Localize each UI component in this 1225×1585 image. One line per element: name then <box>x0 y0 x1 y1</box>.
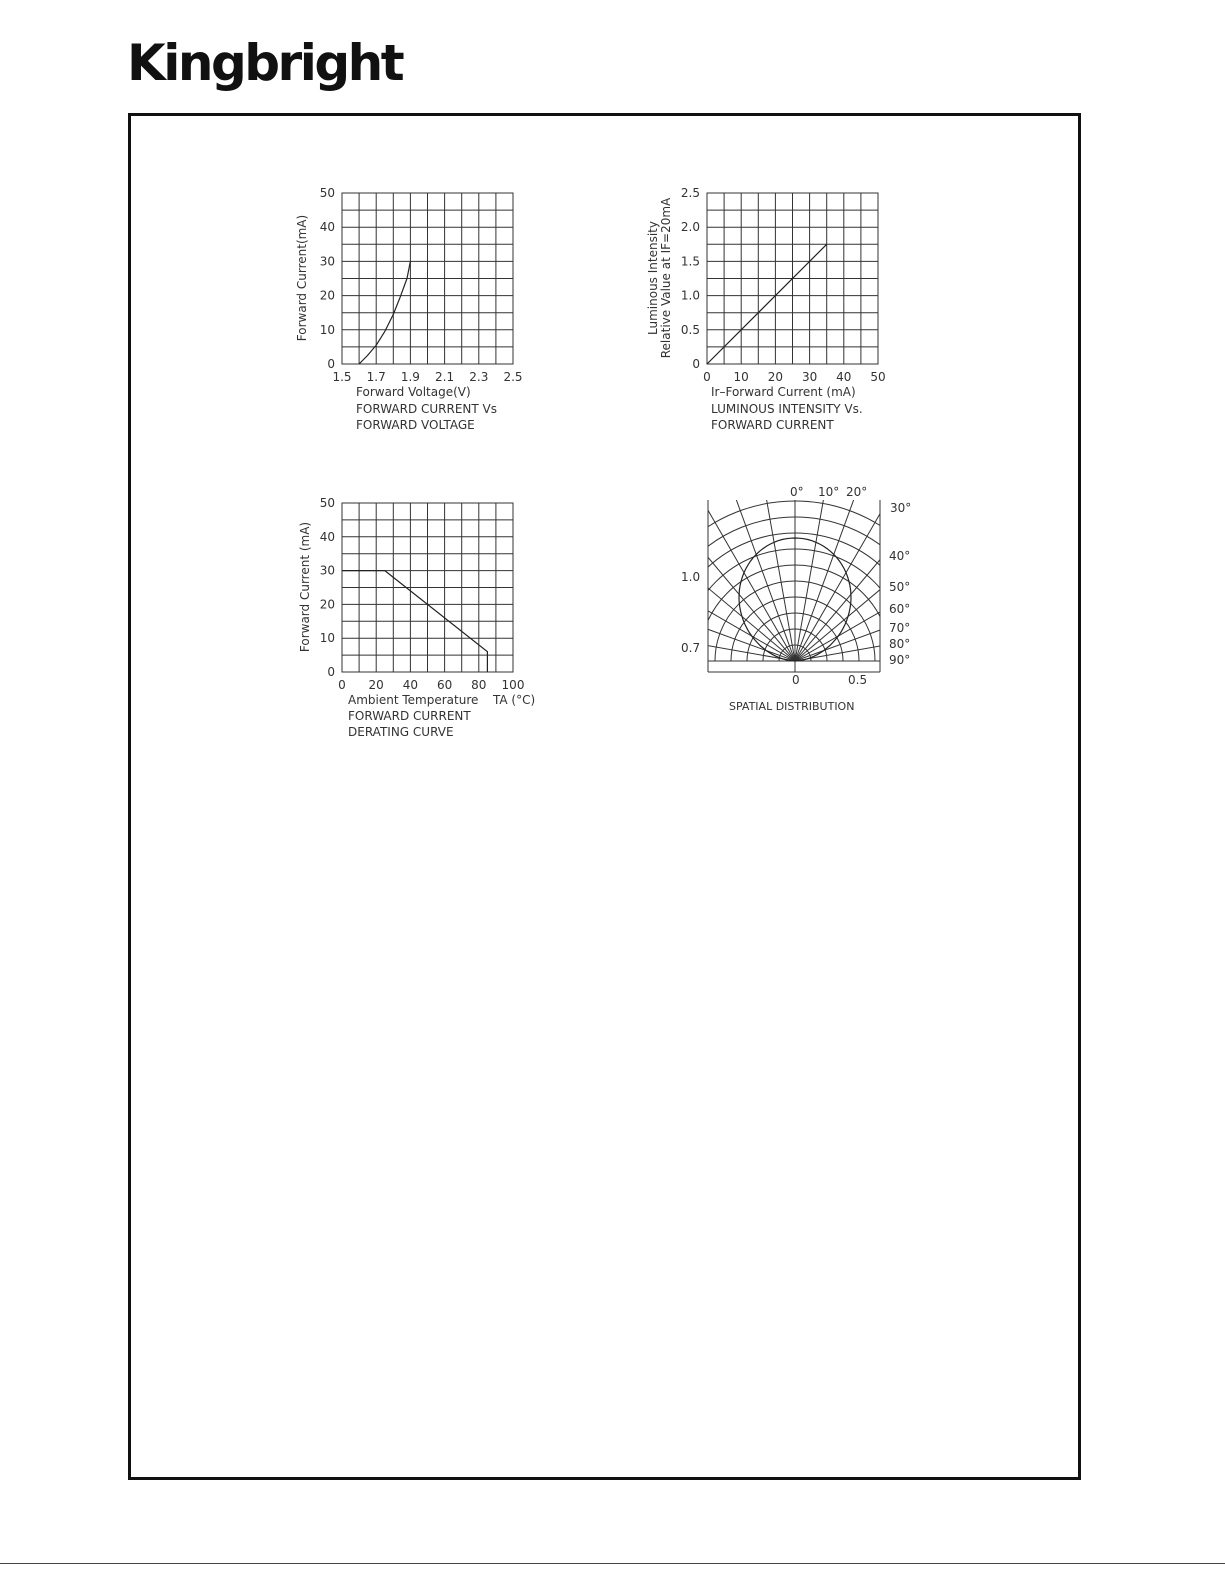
x-tick-label: 2.1 <box>435 370 455 384</box>
x-tick-label: 2.3 <box>469 370 489 384</box>
polar-spoke <box>551 572 795 661</box>
bottom-label-0: 0 <box>792 673 800 687</box>
iv-caption-2: FORWARD VOLTAGE <box>356 418 475 432</box>
angle-label-30: 30° <box>890 501 912 515</box>
der-caption-2: DERATING CURVE <box>348 725 454 739</box>
polar-spoke <box>795 494 994 661</box>
angle-label-10: 10° <box>818 485 840 499</box>
x-tick-label: 10 <box>733 370 749 384</box>
polar-spoke <box>628 462 795 661</box>
y-tick-label: 40 <box>319 529 335 544</box>
x-tick-label: 30 <box>801 370 818 384</box>
x-tick-label: 40 <box>402 678 419 692</box>
x-tick-label: 0 <box>338 678 346 692</box>
y-tick-label: 1.5 <box>680 254 700 269</box>
y-tick-label: 2.0 <box>680 220 700 235</box>
y-tick-label: 0.5 <box>680 322 700 337</box>
x-tick-label: 50 <box>870 370 886 384</box>
x-tick-label: 1.5 <box>332 370 352 384</box>
x-tick-label: 1.9 <box>400 370 420 384</box>
angle-label-20: 20° <box>846 485 868 499</box>
angle-label-50: 50° <box>889 580 911 594</box>
der-caption-1: FORWARD CURRENT <box>348 709 471 723</box>
x-tick-label: 20 <box>767 370 784 384</box>
y-tick-label: 0 <box>692 357 700 371</box>
lum-xlabel: Ir–Forward Current (mA) <box>711 385 856 399</box>
der-ylabel: Forward Current (mA) <box>298 521 312 653</box>
y-tick-label: 10 <box>319 631 335 646</box>
y-tick-label: 20 <box>319 597 335 612</box>
y-tick-label: 30 <box>319 254 335 269</box>
lum-caption-1: LUMINOUS INTENSITY Vs. <box>711 402 863 416</box>
angle-label-90: 90° <box>889 653 911 667</box>
y-tick-label: 10 <box>319 322 335 337</box>
spatial-caption: SPATIAL DISTRIBUTION <box>729 700 855 713</box>
y-tick-label: 50 <box>319 496 335 510</box>
angle-label-70: 70° <box>889 621 911 635</box>
x-tick-label: 80 <box>471 678 487 692</box>
iv-ylabel: Forward Current(mA) <box>295 214 309 342</box>
x-tick-label: 20 <box>368 678 384 692</box>
y-tick-label: 1.0 <box>680 288 700 303</box>
der-xlabel: Ambient Temperature <box>348 693 479 707</box>
der-xlabel-unit: TA (°C) <box>493 693 536 707</box>
y-tick-label: 30 <box>319 563 335 578</box>
lum-ylabel-2: Relative Value at IF=20mA <box>659 197 673 359</box>
angle-label-0: 0° <box>790 485 804 499</box>
chart-spatial-distribution <box>535 401 1055 821</box>
lum-curve <box>707 244 827 364</box>
angle-label-40: 40° <box>889 549 911 563</box>
y-tick-label: 0 <box>327 665 335 679</box>
polar-spoke <box>795 572 1039 661</box>
x-tick-label: 2.5 <box>503 370 523 384</box>
y-tick-label: 40 <box>319 220 335 235</box>
x-tick-label: 1.7 <box>366 370 386 384</box>
kingbright-logo: Kingbright <box>127 34 403 92</box>
radial-label-0.7: 0.7 <box>681 641 701 655</box>
iv-xlabel: Forward Voltage(V) <box>356 385 471 399</box>
x-tick-label: 100 <box>501 678 525 692</box>
radial-label-1.0: 1.0 <box>681 570 701 584</box>
x-tick-label: 40 <box>836 370 852 384</box>
y-tick-label: 0 <box>327 357 335 371</box>
chart-derating-curve <box>298 496 535 739</box>
iv-caption-1: FORWARD CURRENT Vs <box>356 402 498 416</box>
angle-label-60: 60° <box>889 602 911 616</box>
lum-caption-2: FORWARD CURRENT <box>711 418 834 432</box>
bottom-label-0.5: 0.5 <box>848 673 868 687</box>
y-tick-label: 2.5 <box>680 186 700 200</box>
x-tick-label: 0 <box>703 370 711 384</box>
y-tick-label: 20 <box>319 288 335 303</box>
angle-label-80: 80° <box>889 637 911 651</box>
y-tick-label: 50 <box>319 186 335 200</box>
x-tick-label: 60 <box>436 678 453 692</box>
chart-forward-current-vs-voltage <box>295 186 523 432</box>
chart-luminous-intensity-vs-current <box>646 186 886 432</box>
lum-ylabel-1: Luminous Intensity <box>646 221 660 335</box>
